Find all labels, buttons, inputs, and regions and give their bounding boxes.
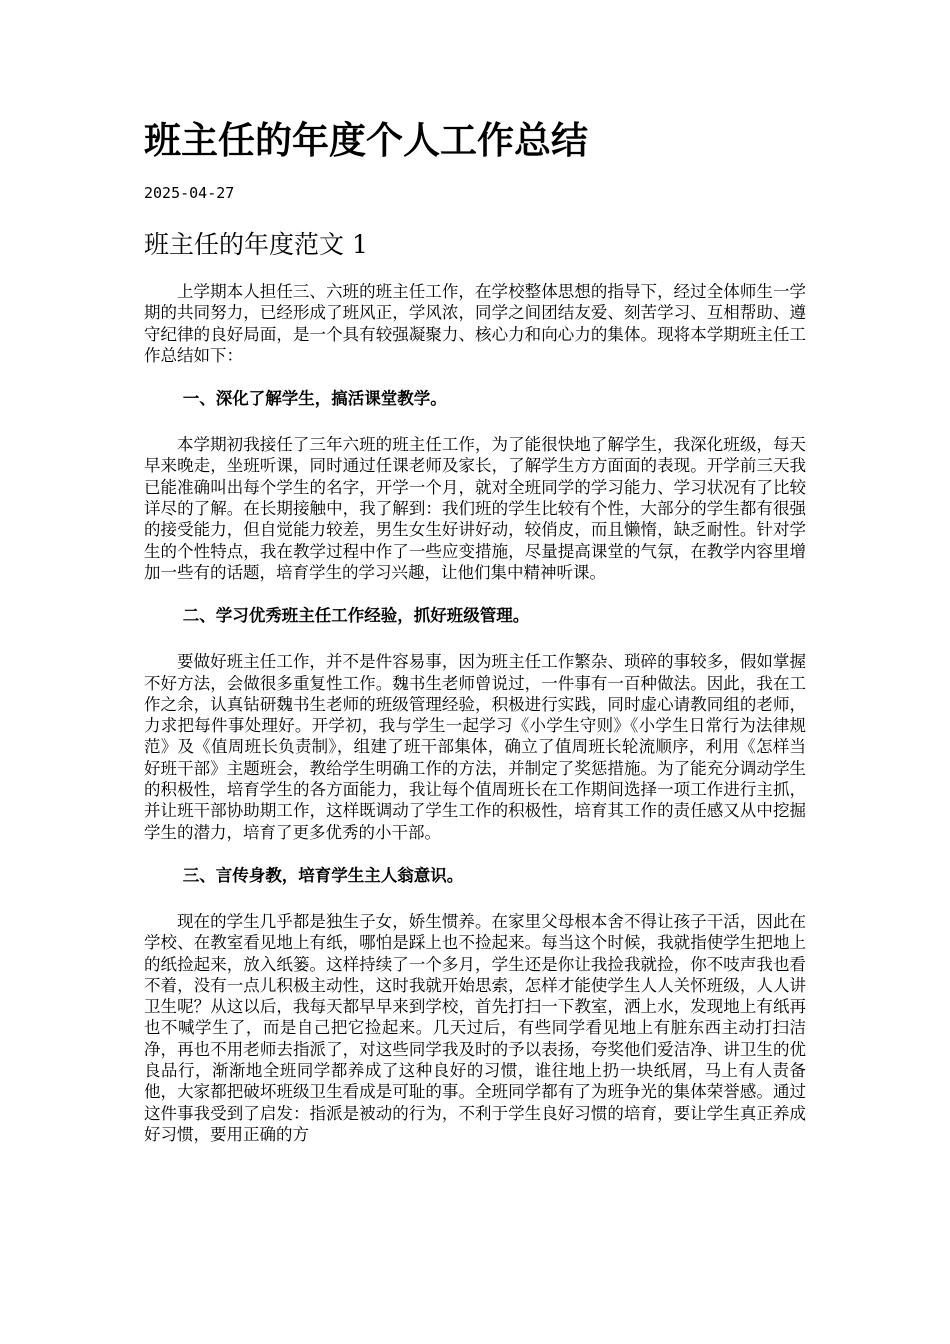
section-heading-2: 二、学习优秀班主任工作经验，抓好班级管理。 [182,606,530,626]
body-paragraph-1: 本学期初我接任了三年六班的班主任工作，为了能很快地了解学生，我深化班级，每天早来晚走，坐班听课，同时通过任课老师及家长，了解学生方方面面的表现。开学前三天我已能准确叫出每个学生的名字，开学一个月，就对全班同学的学习能力、学习状况有了比较详尽的了解。在长期接触中，我了解到：我们班的学生比较有个性，大部分的学生都有很强的接受能力，但自觉能力较差，男生女生好讲好动，较俏皮，而且懒惰，缺乏耐性。针对学生的个性特点，我在教学过程中作了一些应变措施，尽量提高课堂的气氛，在教学内容里增加一些有的话题，培育学生的学习兴趣，让他们集中精神听课。 [144,435,806,582]
document-body [144,281,806,1167]
intro-paragraph: 上学期本人担任三、六班的班主任工作，在学校整体思想的指导下，经过全体师生一学期的共同努力，已经形成了班风正，学风浓，同学之间团结友爱、刻苦学习、互相帮助、遵守纪律的良好局面，是一个具有较强凝聚力、核心力和向心力的集体。现将本学期班主任工作总结如下： [144,282,806,365]
publish-date: 2025-04-27 [144,184,235,202]
section-heading-3: 三、言传身教，培育学生主人翁意识。 [182,865,464,885]
section-heading-1: 一、深化了解学生，搞活课堂教学。 [182,389,447,409]
body-paragraph-3: 现在的学生几乎都是独生子女，娇生惯养。在家里父母根本舍不得让孩子干活，因此在学校、在教室看见地上有纸，哪怕是踩上也不捡起来。每当这个时候，我就指使学生把地上的纸捡起来，放入纸篓。这样持续了一个多月，学生还是你让我捡我就捡，你不吱声我也看不着，没有一点儿积极主动性，这时我就开始思索，怎样才能使学生人人关怀班级，人人讲卫生呢？从这以后，我每天都早早来到学校，首先打扫一下教室，洒上水，发现地上有纸再也不喊学生了，而是自己把它捡起来。几天过后，有些同学看见地上有脏东西主动打扫洁净，再也不用老师去指派了，对这些同学我及时的予以表扬，夸奖他们爱洁净、讲卫生的优良品行，渐渐地全班同学都养成了这种良好的习惯，谁往地上扔一块纸屑，马上有人责备他，大家都把破坏班级卫生看成是可耻的事。全班同学都有了为班争光的集体荣誉感。通过这件事我受到了启发：指派是被动的行为，不利于学生良好习惯的培育，要让学生真正养成好习惯，要用正确的方 [144,911,806,1144]
section-title: 班主任的年度范文 1 [144,230,368,259]
body-paragraph-2: 要做好班主任工作，并不是件容易事，因为班主任工作繁杂、琐碎的事较多，假如掌握不好方法，会做很多重复性工作。魏书生老师曾说过，一件事有一百种做法。因此，我在工作之余，认真钻研魏书生老师的班级管理经验，积极进行实践，同时虚心请教同组的老师，力求把每件事处理好。开学初，我与学生一起学习《小学生守则》《小学生日常行为法律规范》及《值周班长负责制》，组建了班干部集体，确立了值周班长轮流顺序，利用《怎样当好班干部》主题班会，教给学生明确工作的方法，并制定了奖惩措施。为了能充分调动学生的积极性，培育学生的各方面能力，我让每个值周班长在工作期间选择一项工作进行主抓，并让班干部协助期工作，这样既调动了学生工作的积极性，培育其工作的责任感又从中挖掘学生的潜力，培育了更多优秀的小干部。 [144,652,806,842]
document-title: 班主任的年度个人工作总结 [144,118,588,162]
